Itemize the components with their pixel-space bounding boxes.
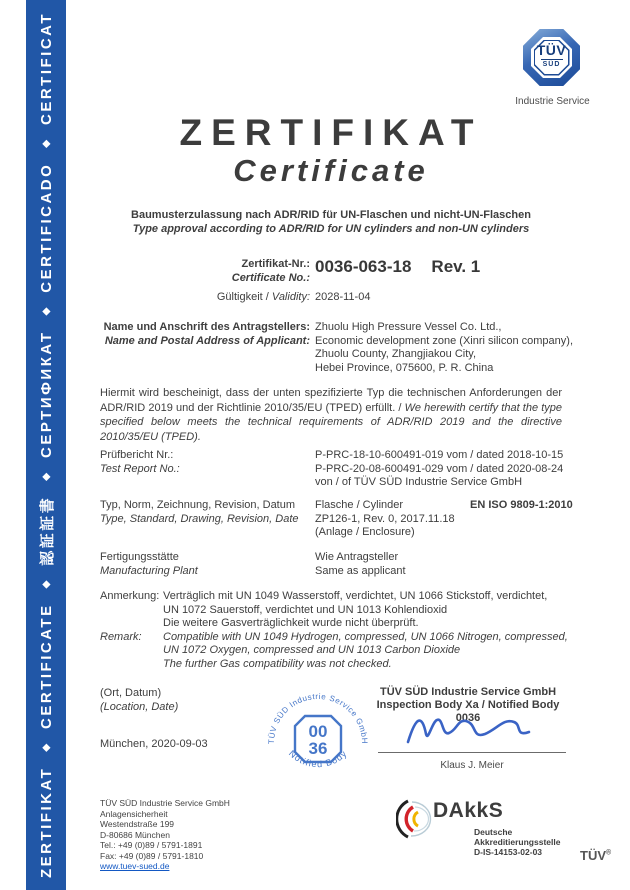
applicant-line: Hebei Province, 075600, P. R. China <box>315 361 494 374</box>
logo-tuv-text: TÜV <box>536 42 567 58</box>
applicant-label <box>98 321 310 348</box>
footer-line: D-80686 München <box>100 829 170 840</box>
footer-line: Fax: +49 (0)89 / 5791-1810 <box>100 850 204 861</box>
dakks-line: D-IS-14153-02-03 <box>474 847 543 857</box>
logo-sud-text: SÜD <box>542 61 561 68</box>
plant-values <box>315 551 406 578</box>
validity-value: 2028-11-04 <box>315 291 371 303</box>
test-report-label-en: Test Report No.: <box>100 462 180 475</box>
location-date-value: München, 2020-09-03 <box>100 738 208 750</box>
location-date-label <box>100 687 178 714</box>
cert-no-number: 0036-063-18 <box>315 257 412 276</box>
band-word-certificat: CERTIFICAT <box>37 11 55 125</box>
website-link[interactable]: www.tuev-sued.de <box>100 861 170 871</box>
remark-en-line: Compatible with UN 1049 Hydrogen, compressed, UN 1066 Nitrogen, compressed, <box>163 630 568 643</box>
signatory-org-name: TÜV SÜD Industrie Service GmbH <box>379 686 557 698</box>
diamond-separator-icon: ◆ <box>40 140 52 148</box>
diamond-separator-icon: ◆ <box>40 472 52 481</box>
footer-line: TÜV SÜD Industrie Service GmbH <box>100 798 230 808</box>
signature-icon <box>400 708 545 750</box>
stamp-number-top: 00 <box>308 722 328 741</box>
certification-statement <box>100 386 562 444</box>
statement-de: Hiermit wird bescheinigt, dass der unten spezifizierte Typ die technischen Anforderungen der ADR/RID 2019 und der Richtlinie 2010/35/EU (TPED) erfüllt. / <box>100 387 562 414</box>
type-line: (Anlage / Enclosure) <box>315 526 415 538</box>
approval-subtitle-en: Type approval according to ADR/RID for UN cylinders and non-UN cylinders <box>132 223 530 235</box>
remark-de-line: UN 1072 Sauerstoff, verdichtet und UN 1013 Kohlendioxid <box>163 603 448 616</box>
tuv-trademark-text: TÜV <box>580 848 606 863</box>
cert-no-value <box>315 257 480 277</box>
remark-en <box>163 631 568 672</box>
tuv-sud-logo-icon <box>523 29 580 86</box>
applicant-line: Economic development zone (Xinri silicon company), <box>315 334 574 347</box>
remark-label-de: Anmerkung: <box>100 590 160 602</box>
remark-en-line: The further Gas compatibility was not checked. <box>163 657 392 670</box>
stamp-bottom-text: Notified Body <box>286 748 350 770</box>
remark-de <box>163 590 547 631</box>
dakks-details <box>474 827 560 857</box>
signature-line <box>378 752 566 753</box>
remark-label-en: Remark: <box>100 630 142 643</box>
cert-no-label-en: Certificate No.: <box>231 271 310 284</box>
footer-line: Tel.: +49 (0)89 / 5791-1891 <box>100 840 203 850</box>
registered-icon: ® <box>606 849 612 857</box>
applicant-line: Zhuolu County, Zhangjiakou City, <box>315 348 477 360</box>
plant-line: Wie Antragsteller <box>315 551 399 563</box>
plant-line: Same as applicant <box>315 564 406 577</box>
page-title-en: Certificate <box>233 153 429 188</box>
validity-label-en: Validity: <box>271 291 310 303</box>
approval-subtitle <box>88 208 574 236</box>
test-report-line: von / of TÜV SÜD Industrie Service GmbH <box>315 476 523 488</box>
band-word-certificado: CERTIFICADO <box>37 162 55 293</box>
applicant-label-de: Name und Anschrift des Antragstellers: <box>103 321 310 333</box>
approval-subtitle-de: Baumusterzulassung nach ADR/RID für UN-Flaschen und nicht-UN-Flaschen <box>131 209 531 221</box>
remark-en-line: UN 1072 Oxygen, compressed and UN 1013 Carbon Dioxide <box>163 644 461 656</box>
applicant-address <box>315 321 573 375</box>
band-word-zertifikat: ZERTIFIKAT <box>37 766 55 879</box>
footer-line: Westendstraße 199 <box>100 819 175 829</box>
type-line: ZP126-1, Rev. 0, 2017.11.18 <box>315 512 455 525</box>
test-report-values <box>315 449 563 490</box>
standard-value: EN ISO 9809-1:2010 <box>470 499 573 511</box>
notified-body-stamp <box>262 683 374 795</box>
tuv-trademark <box>580 848 611 863</box>
diamond-separator-icon: ◆ <box>40 743 52 752</box>
test-report-line: P-PRC-20-08-600491-029 vom / dated 2020-08-24 <box>315 462 564 475</box>
dakks-wordmark: DAkkS <box>433 799 504 822</box>
plant-label-en: Manufacturing Plant <box>100 564 198 577</box>
dakks-line: Akkreditierungsstelle <box>474 837 561 847</box>
cert-no-label-de: Zertifikat-Nr.: <box>241 258 310 270</box>
validity-label-de: Gültigkeit / <box>216 291 272 303</box>
dakks-line: Deutsche <box>474 827 513 837</box>
statement-en: We herewith certify that the type specified below meets the technical requirements of ADR/RID 2019 and the directive 2010/35/EU (TPED). <box>100 401 562 443</box>
type-label-en: Type, Standard, Drawing, Revision, Date <box>100 512 299 525</box>
signatory-role: Inspection Body Xa / Notified Body 0036 <box>376 699 560 724</box>
type-label <box>100 499 299 526</box>
type-label-de: Typ, Norm, Zeichnung, Revision, Datum <box>100 499 296 511</box>
band-word-cyrillic: СЕРТИФИКАТ <box>37 330 55 458</box>
test-report-label-de: Prüfbericht Nr.: <box>100 449 174 461</box>
band-word-certificate: CERTIFICATE <box>37 603 55 729</box>
test-report-label <box>100 449 180 476</box>
sidebar-band-text <box>26 0 66 890</box>
cert-no-label <box>98 258 310 285</box>
plant-label <box>100 551 198 578</box>
logo-subtitle: Industrie Service <box>515 96 590 107</box>
remark-de-line: Verträglich mit UN 1049 Wasserstoff, verdichtet, UN 1066 Stickstoff, verdichtet, <box>163 590 548 602</box>
stamp-top-text: TÜV SÜD Industrie Service GmbH <box>266 691 370 745</box>
footer-line: Anlagensicherheit <box>100 808 168 819</box>
location-date-label-de: (Ort, Datum) <box>100 687 162 699</box>
plant-label-de: Fertigungsstätte <box>100 551 179 563</box>
band-word-cjk: 認証証書 <box>38 495 56 566</box>
validity-label <box>98 291 310 305</box>
test-report-line: P-PRC-18-10-600491-019 vom / dated 2018-10-15 <box>315 449 564 461</box>
stamp-number-bottom: 36 <box>308 739 328 758</box>
cert-no-revision: Rev. 1 <box>431 257 481 276</box>
remark-de-line: Die weitere Gasverträglichkeit wurde nicht überprüft. <box>163 617 419 629</box>
diamond-separator-icon: ◆ <box>40 580 52 589</box>
page-title-de: ZERTIFIKAT <box>179 112 483 153</box>
type-values <box>315 499 455 540</box>
signatory-name: Klaus J. Meier <box>440 760 504 771</box>
type-line: Flasche / Cylinder <box>315 499 404 511</box>
diamond-separator-icon: ◆ <box>40 307 52 316</box>
location-date-label-en: (Location, Date) <box>100 700 179 713</box>
footer-address <box>100 798 230 872</box>
applicant-line: Zhuolu High Pressure Vessel Co. Ltd., <box>315 321 502 333</box>
applicant-label-en: Name and Postal Address of Applicant: <box>104 334 310 347</box>
